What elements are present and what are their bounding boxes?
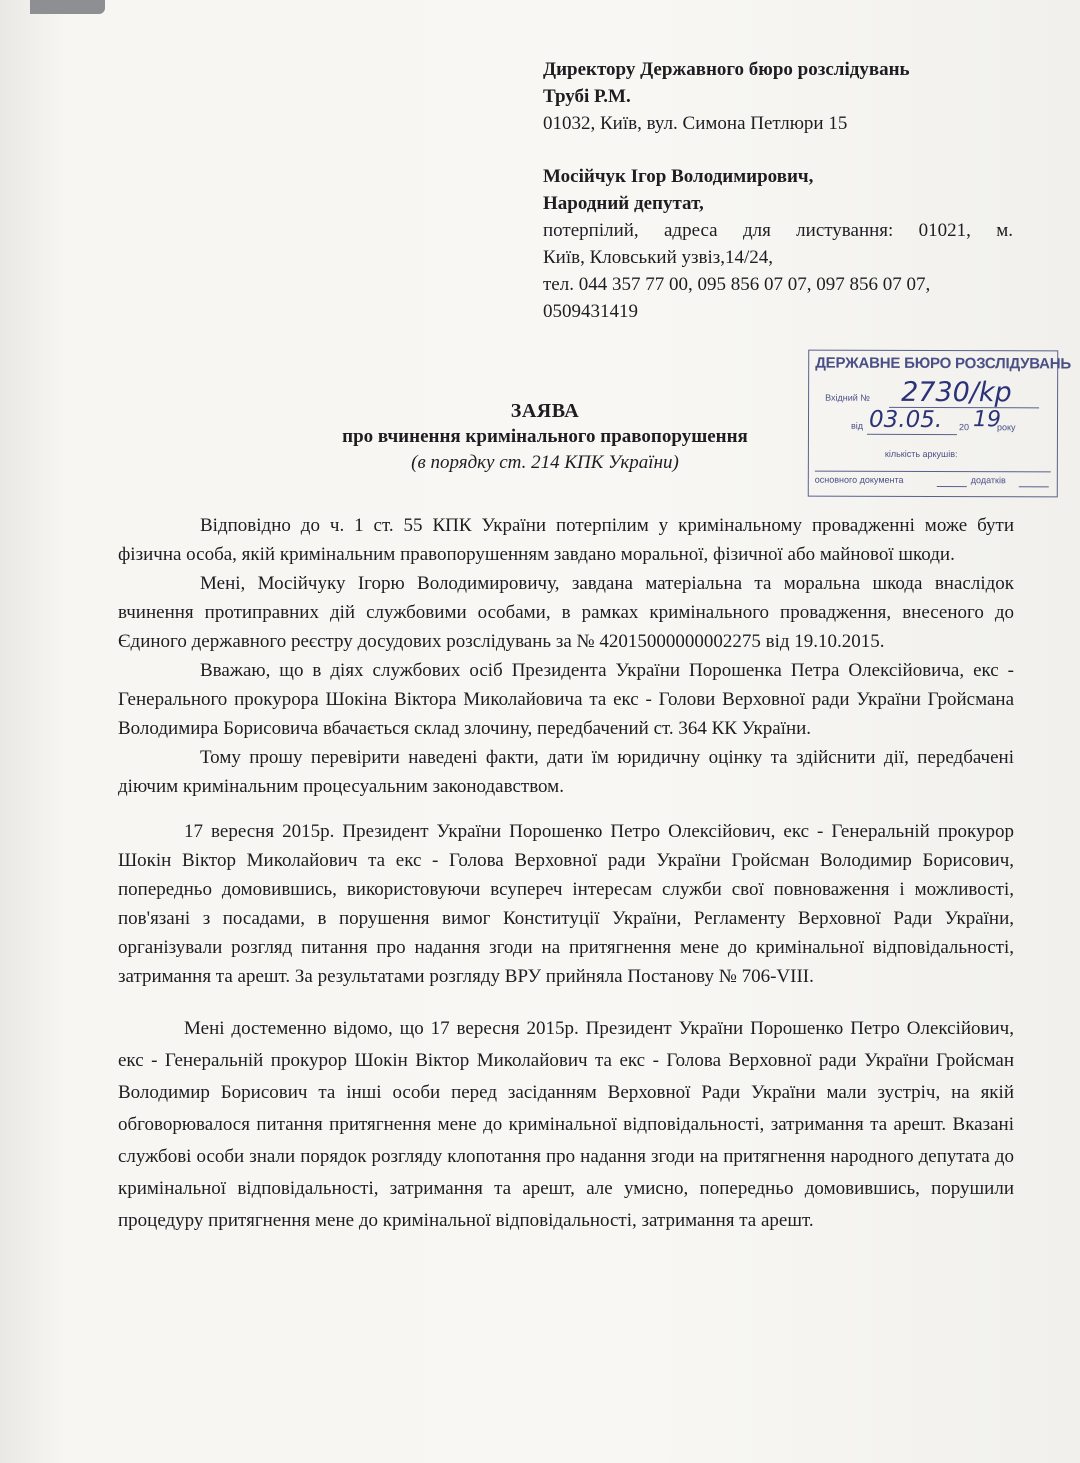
addressee-title: Директору Державного бюро розслідувань (543, 59, 910, 80)
document-body (118, 511, 1014, 1237)
stamp-main-doc-label: основного документа (814, 474, 904, 485)
stamp-sheets-label: кількість аркушів: (884, 448, 958, 460)
title-heading: ЗАЯВА (510, 400, 580, 422)
stamp-attachments-label: додатків (970, 475, 1006, 486)
addressee-block (543, 56, 1013, 325)
paragraph: Відповідно до ч. 1 ст. 55 КПК України потерпілим у кримінальному провадженні може бути фізична особа, якій кримінальним правопорушенням завдано моральної, фізичної або майнової шкоди. (118, 515, 1014, 565)
stamp-year: 19 (972, 407, 1002, 433)
addressee-name: Трубі Р.М. (543, 86, 631, 107)
sender-phones-line-1: тел. 044 357 77 00, 095 856 07 07, 097 856 07 07, (543, 274, 931, 295)
paragraph: Мені, Мосійчуку Ігорю Володимировичу, завдана матеріальна та моральна шкода внаслідок вчинення протиправних дій службовими особами, в рамках кримінального провадження, внесеного до Єдиного державного реєстру досудових розслідувань за № 42015000000002275 від 19.10.2015. (118, 573, 1014, 652)
stamp-date: 03.05. (868, 406, 943, 434)
addressee-address: 01032, Київ, вул. Симона Петлюри 15 (543, 113, 848, 134)
stamp-in-label: Вхідний № (825, 392, 870, 403)
sender-role: Народний депутат, (543, 193, 704, 214)
stamp-in-number: 2730/kp (901, 376, 1012, 409)
sender-name: Мосійчук Ігор Володимирович, (543, 166, 814, 187)
title-basis: (в порядку ст. 214 КПК України) (411, 452, 679, 473)
title-subheading: про вчинення кримінального правопорушення (342, 426, 748, 447)
stamp-header: ДЕРЖАВНЕ БЮРО РОЗСЛІДУВАНЬ (815, 354, 1072, 373)
sender-address-line-2: Київ, Кловський узвіз,14/24, (543, 247, 774, 268)
sender-phones-line-2: 0509431419 (543, 301, 638, 322)
paragraph: 17 вересня 2015р. Президент України Порошенко Петро Олексійович, екс - Генеральній прокурор Шокін Віктор Миколайович та екс - Голова Верховної ради України Гройсман Володимир Борисович, попередньо домовившись, використовуючи всупереч інтересам служби свої повноваження і можливості, пов'язані з посадами, в порушення вимог Конституції України, Регламенту Верховної Ради України, організували розгляд питання про надання згоди на притягнення мене до кримінальної відповідальності, затримання та арешт. За результатами розгляду ВРУ прийняла Постанову № 706-VIII. (118, 821, 1014, 987)
stamp-year-prefix: 20 (958, 422, 970, 433)
paragraph: Вважаю, що в діях службових осіб Президента України Порошенка Петра Олексійовича, екс - Генерального прокурора Шокіна Віктора Миколайовича та екс - Голови Верховної ради України Гройсмана Володимира Борисовича вбачається склад злочину, передбачений ст. 364 КК України. (118, 660, 1014, 739)
sender-address-line-1: потерпілий, адреса для листування: 01021, м. (543, 220, 1013, 241)
stamp-from-label: від (850, 420, 864, 431)
binder-clip (30, 0, 105, 14)
paragraph: Тому прошу перевірити наведені факти, дати їм юридичну оцінку та здійснити дії, передбачені діючим кримінальним процесуальним законодавством. (118, 747, 1014, 797)
stamp-year-suffix: року (996, 422, 1016, 433)
document-title (0, 398, 1080, 476)
paragraph: Мені достеменно відомо, що 17 вересня 2015р. Президент України Порошенко Петро Олексійович, екс - Генеральній прокурор Шокін Віктор Миколайович та екс - Голова Верховної ради України Гройсман Володимир Борисович та інші особи перед засіданням Верховної Ради України мали зустріч, на якій обговорювалося питання притягнення мене до кримінальної відповідальності, затримання та арешт. Вказані службові особи знали порядок розгляду клопотання про надання згоди на притягнення народного депутата до кримінальної відповідальності, затримання та арешт, але умисно, попередньо домовившись, порушили процедуру притягнення мене до кримінальної відповідальності, затримання та арешт. (118, 1018, 1014, 1231)
